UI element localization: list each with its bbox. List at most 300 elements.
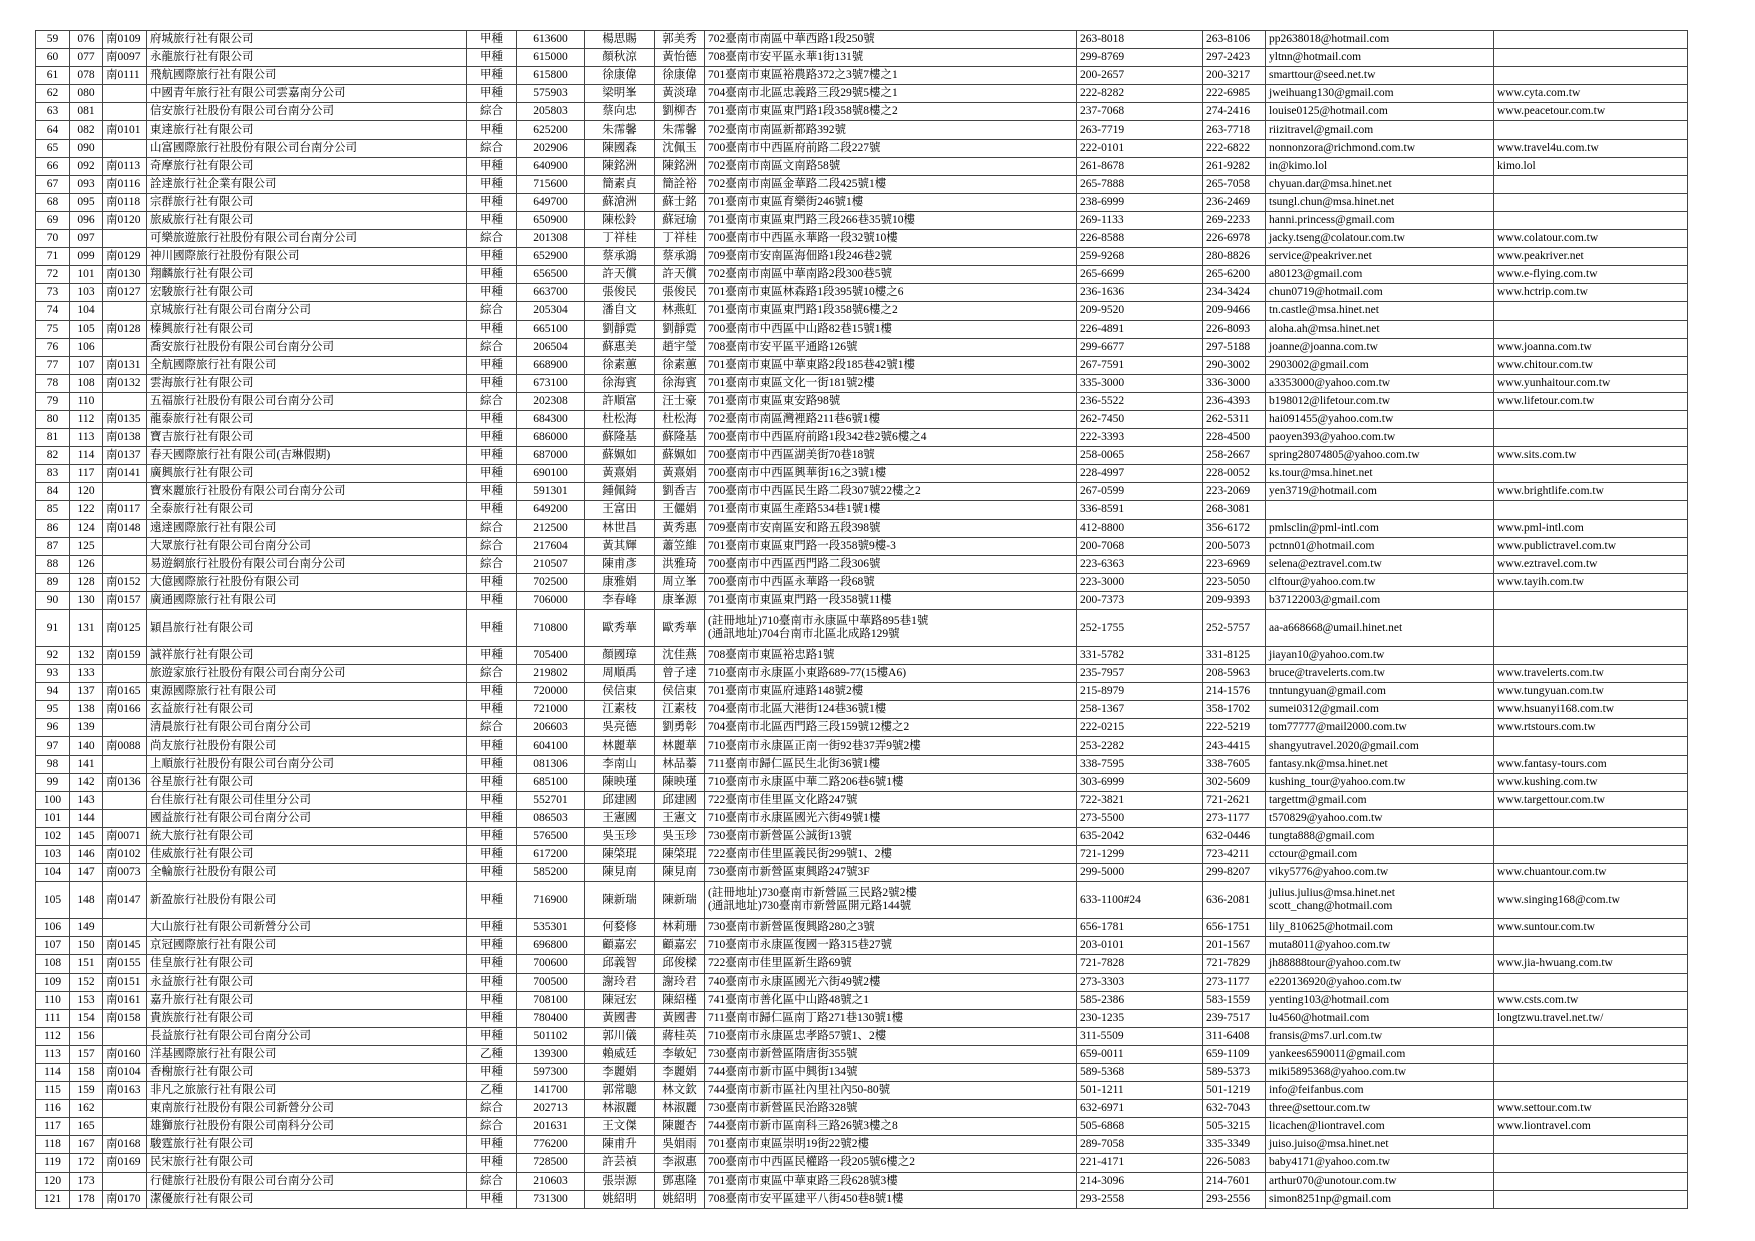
cell-manager: 蕭笠維 [655,537,705,555]
cell-registration-number: 728500 [517,1154,585,1172]
cell-manager: 吳玉珍 [655,827,705,845]
cell-website: www.kushing.com.tw [1494,773,1688,791]
cell-manager: 黃熹娟 [655,465,705,483]
cell-category: 乙種 [467,1082,517,1100]
cell-row-number: 117 [36,1118,70,1136]
cell-representative: 徐海賓 [585,374,655,392]
table-row [36,1190,1688,1208]
cell-serial-number: 132 [70,647,103,665]
cell-website [1494,827,1688,845]
table-row [36,31,1688,49]
cell-representative: 簡素貞 [585,175,655,193]
table-row [36,773,1688,791]
cell-email: clftour@yahoo.com.tw [1266,573,1494,591]
cell-row-number: 108 [36,955,70,973]
cell-representative: 林麗華 [585,737,655,755]
cell-fax: 273-1177 [1203,973,1266,991]
cell-website: www.liontravel.com [1494,1118,1688,1136]
cell-email: jweihuang130@gmail.com [1266,85,1494,103]
cell-row-number: 88 [36,555,70,573]
cell-registration-number: 219802 [517,665,585,683]
cell-serial-number: 076 [70,31,103,49]
cell-manager: 李麗娟 [655,1063,705,1081]
cell-manager: 王憲文 [655,809,705,827]
cell-phone: 223-3000 [1077,573,1203,591]
cell-row-number: 85 [36,501,70,519]
cell-address: 702臺南市南區文南路58號 [705,157,1077,175]
cell-website: www.hsuanyi168.com.tw [1494,701,1688,719]
cell-company-name: 遠達國際旅行社有限公司 [147,519,467,537]
cell-email: e220136920@yahoo.com.tw [1266,973,1494,991]
cell-serial-number: 173 [70,1172,103,1190]
cell-registration-number: 552701 [517,791,585,809]
cell-category: 甲種 [467,31,517,49]
cell-registration-number: 720000 [517,683,585,701]
cell-registration-number: 615000 [517,49,585,67]
cell-row-number: 99 [36,773,70,791]
cell-email: info@feifanbus.com [1266,1082,1494,1100]
cell-company-name: 佳威旅行社有限公司 [147,846,467,864]
cell-representative: 邱建國 [585,791,655,809]
cell-manager: 陳紹槿 [655,991,705,1009]
cell-address: (註冊地址)730臺南市新營區三民路2號2樓 (通訊地址)730臺南市新營區開元路144號 [705,882,1077,919]
cell-phone: 223-6363 [1077,555,1203,573]
cell-company-name: 榛興旅行社有限公司 [147,320,467,338]
cell-email: selena@eztravel.com.tw [1266,555,1494,573]
cell-company-name: 上順旅行社股份有限公司台南分公司 [147,755,467,773]
cell-row-number: 97 [36,737,70,755]
cell-category: 甲種 [467,937,517,955]
cell-email [1266,501,1494,519]
cell-license-code: 南0127 [103,284,147,302]
table-row [36,647,1688,665]
cell-company-name: 佳皇旅行社有限公司 [147,955,467,973]
cell-registration-number: 700500 [517,973,585,991]
cell-email: jacky.tseng@colatour.com.tw [1266,230,1494,248]
cell-serial-number: 125 [70,537,103,555]
table-row [36,320,1688,338]
cell-company-name: 香榭旅行社有限公司 [147,1063,467,1081]
cell-phone: 262-7450 [1077,410,1203,428]
table-row [36,591,1688,609]
cell-address: 730臺南市新營區復興路280之3號 [705,919,1077,937]
cell-email: tsungl.chun@msa.hinet.net [1266,193,1494,211]
cell-representative: 邱義智 [585,955,655,973]
cell-company-name: 駿霆旅行社有限公司 [147,1136,467,1154]
cell-manager: 陳麗杏 [655,1118,705,1136]
cell-email: yenting103@hotmail.com [1266,991,1494,1009]
cell-representative: 黃其輝 [585,537,655,555]
cell-email: ks.tour@msa.hinet.net [1266,465,1494,483]
cell-representative: 歐秀華 [585,610,655,647]
cell-website [1494,193,1688,211]
cell-fax: 262-5311 [1203,410,1266,428]
table-row [36,121,1688,139]
cell-address: 700臺南市中西區湖美街70巷18號 [705,447,1077,465]
cell-phone: 635-2042 [1077,827,1203,845]
cell-fax: 222-6822 [1203,139,1266,157]
cell-email: shangyutravel.2020@gmail.com [1266,737,1494,755]
cell-representative: 林淑麗 [585,1100,655,1118]
cell-phone: 200-2657 [1077,67,1203,85]
cell-registration-number: 576500 [517,827,585,845]
cell-row-number: 91 [36,610,70,647]
table-row [36,302,1688,320]
cell-manager: 黃怡德 [655,49,705,67]
table-row [36,1063,1688,1081]
cell-email: tnntungyuan@gmail.com [1266,683,1494,701]
cell-registration-number: 706000 [517,591,585,609]
cell-registration-number: 673100 [517,374,585,392]
cell-license-code: 南0148 [103,519,147,537]
cell-registration-number: 652900 [517,248,585,266]
cell-registration-number: 617200 [517,846,585,864]
cell-phone: 589-5368 [1077,1063,1203,1081]
cell-registration-number: 205803 [517,103,585,121]
cell-serial-number: 082 [70,121,103,139]
cell-fax: 299-8207 [1203,864,1266,882]
cell-representative: 許順富 [585,392,655,410]
cell-email: sumei0312@gmail.com [1266,701,1494,719]
table-row [36,1027,1688,1045]
cell-manager: 李淑惠 [655,1154,705,1172]
cell-manager: 洪雅琦 [655,555,705,573]
cell-manager: 邱俊樑 [655,955,705,973]
cell-serial-number: 124 [70,519,103,537]
cell-website: www.tayih.com.tw [1494,573,1688,591]
cell-manager: 陳見南 [655,864,705,882]
cell-category: 甲種 [467,973,517,991]
cell-representative: 楊思賜 [585,31,655,49]
cell-fax: 274-2416 [1203,103,1266,121]
cell-website: www.travelerts.com.tw [1494,665,1688,683]
cell-representative: 李春峰 [585,591,655,609]
cell-fax: 209-9393 [1203,591,1266,609]
cell-email: a80123@gmail.com [1266,266,1494,284]
cell-manager: 林文欽 [655,1082,705,1100]
cell-registration-number: 684300 [517,410,585,428]
cell-manager: 邱建國 [655,791,705,809]
cell-email: kushing_tour@yahoo.com.tw [1266,773,1494,791]
cell-email: nonnonzora@richmond.com.tw [1266,139,1494,157]
cell-serial-number: 145 [70,827,103,845]
cell-website: www.chitour.com.tw [1494,356,1688,374]
cell-address: 700臺南市中西區民權路一段205號6樓之2 [705,1154,1077,1172]
cell-fax: 723-4211 [1203,846,1266,864]
cell-registration-number: 668900 [517,356,585,374]
cell-email: arthur070@unotour.com.tw [1266,1172,1494,1190]
cell-manager: 郭美秀 [655,31,705,49]
cell-representative: 潘自文 [585,302,655,320]
cell-row-number: 64 [36,121,70,139]
cell-serial-number: 153 [70,991,103,1009]
cell-serial-number: 122 [70,501,103,519]
cell-representative: 黃熹娟 [585,465,655,483]
cell-category: 綜合 [467,555,517,573]
cell-category: 甲種 [467,447,517,465]
cell-row-number: 60 [36,49,70,67]
cell-row-number: 119 [36,1154,70,1172]
cell-fax: 331-8125 [1203,647,1266,665]
cell-website [1494,501,1688,519]
cell-address: 722臺南市佳里區義民街299號1、2樓 [705,846,1077,864]
cell-serial-number: 139 [70,719,103,737]
cell-fax: 356-6172 [1203,519,1266,537]
cell-email: t570829@yahoo.com.tw [1266,809,1494,827]
cell-license-code: 南0166 [103,701,147,719]
cell-representative: 陳新瑞 [585,882,655,919]
cell-representative: 顏國璋 [585,647,655,665]
cell-license-code: 南0109 [103,31,147,49]
table-row [36,465,1688,483]
cell-website: kimo.lol [1494,157,1688,175]
cell-fax: 273-1177 [1203,809,1266,827]
table-row [36,864,1688,882]
cell-company-name: 龍泰旅行社有限公司 [147,410,467,428]
cell-representative: 蘇滄洲 [585,193,655,211]
cell-phone: 226-8588 [1077,230,1203,248]
cell-registration-number: 687000 [517,447,585,465]
cell-representative: 陳冠宏 [585,991,655,1009]
cell-representative: 陳棨琨 [585,846,655,864]
table-row [36,919,1688,937]
cell-representative: 陳松鈴 [585,211,655,229]
cell-fax: 656-1751 [1203,919,1266,937]
cell-website: www.suntour.com.tw [1494,919,1688,937]
cell-website: www.hctrip.com.tw [1494,284,1688,302]
cell-manager: 劉勇彰 [655,719,705,737]
cell-serial-number: 167 [70,1136,103,1154]
cell-address: 701臺南市東區東門路1段358號8樓之2 [705,103,1077,121]
cell-category: 綜合 [467,665,517,683]
cell-address: 710臺南市永康區國光六街49號1樓 [705,809,1077,827]
cell-website: www.settour.com.tw [1494,1100,1688,1118]
cell-license-code: 南0130 [103,266,147,284]
cell-license-code [103,85,147,103]
cell-phone: 253-2282 [1077,737,1203,755]
cell-email: yltnn@hotmail.com [1266,49,1494,67]
cell-fax: 226-6978 [1203,230,1266,248]
cell-company-name: 東源國際旅行社有限公司 [147,683,467,701]
cell-fax: 236-2469 [1203,193,1266,211]
cell-fax: 265-7058 [1203,175,1266,193]
cell-email: louise0125@hotmail.com [1266,103,1494,121]
cell-company-name: 旅遊家旅行社股份有限公司台南分公司 [147,665,467,683]
cell-category: 甲種 [467,791,517,809]
cell-email: b198012@lifetour.com.tw [1266,392,1494,410]
cell-registration-number: 202906 [517,139,585,157]
cell-email: joanne@joanna.com.tw [1266,338,1494,356]
cell-address: 701臺南市東區中華東路三段628號3樓 [705,1172,1077,1190]
cell-row-number: 86 [36,519,70,537]
cell-registration-number: 640900 [517,157,585,175]
cell-email: yen3719@hotmail.com [1266,483,1494,501]
cell-category: 甲種 [467,882,517,919]
cell-address: 708臺南市東區裕忠路1號 [705,647,1077,665]
cell-address: 701臺南市東區東門路一段358號11樓 [705,591,1077,609]
cell-serial-number: 159 [70,1082,103,1100]
cell-company-name: 洋基國際旅行社有限公司 [147,1045,467,1063]
cell-registration-number: 715600 [517,175,585,193]
cell-phone: 209-9520 [1077,302,1203,320]
cell-representative: 陳見南 [585,864,655,882]
cell-fax: 226-8093 [1203,320,1266,338]
cell-phone: 722-3821 [1077,791,1203,809]
cell-category: 甲種 [467,701,517,719]
cell-phone: 237-7068 [1077,103,1203,121]
cell-website: www.jia-hwuang.com.tw [1494,955,1688,973]
cell-serial-number: 147 [70,864,103,882]
cell-address: 744臺南市新市區社內里社內50-80號 [705,1082,1077,1100]
cell-email: cctour@gmail.com [1266,846,1494,864]
cell-email: jiayan10@yahoo.com.tw [1266,647,1494,665]
cell-company-name: 長益旅行社有限公司台南分公司 [147,1027,467,1045]
cell-license-code: 南0155 [103,955,147,973]
cell-company-name: 潔優旅行社有限公司 [147,1190,467,1208]
cell-representative: 蔡承鴻 [585,248,655,266]
cell-registration-number: 710800 [517,610,585,647]
cell-representative: 蔡向忠 [585,103,655,121]
cell-fax: 263-8106 [1203,31,1266,49]
cell-registration-number: 205304 [517,302,585,320]
cell-website [1494,809,1688,827]
cell-phone: 226-4891 [1077,320,1203,338]
cell-address: 744臺南市新市區南科三路26號3樓之8 [705,1118,1077,1136]
cell-address: 702臺南市南區中華西路1段250號 [705,31,1077,49]
cell-fax: 261-9282 [1203,157,1266,175]
cell-license-code [103,302,147,320]
cell-email: pp2638018@hotmail.com [1266,31,1494,49]
cell-category: 甲種 [467,175,517,193]
cell-manager: 康峯源 [655,591,705,609]
cell-email: baby4171@yahoo.com.tw [1266,1154,1494,1172]
cell-registration-number: 141700 [517,1082,585,1100]
cell-company-name: 東南旅行社股份有限公司新營分公司 [147,1100,467,1118]
cell-phone: 238-6999 [1077,193,1203,211]
cell-address: 700臺南市中西區興華街16之3號1樓 [705,465,1077,483]
cell-manager: 林麗華 [655,737,705,755]
cell-representative: 何婺修 [585,919,655,937]
table-row [36,719,1688,737]
cell-fax: 214-7601 [1203,1172,1266,1190]
cell-license-code [103,1172,147,1190]
cell-address: 702臺南市南區中華南路2段300巷5號 [705,266,1077,284]
cell-fax: 243-4415 [1203,737,1266,755]
cell-license-code: 南0163 [103,1082,147,1100]
cell-website [1494,647,1688,665]
table-row [36,1154,1688,1172]
cell-serial-number: 142 [70,773,103,791]
cell-manager: 陳棨琨 [655,846,705,864]
cell-manager: 曾子達 [655,665,705,683]
cell-representative: 杜松海 [585,410,655,428]
cell-registration-number: 081306 [517,755,585,773]
cell-phone: 222-8282 [1077,85,1203,103]
cell-category: 甲種 [467,809,517,827]
cell-registration-number: 702500 [517,573,585,591]
cell-manager: 徐海賓 [655,374,705,392]
cell-category: 綜合 [467,1172,517,1190]
cell-company-name: 府城旅行社有限公司 [147,31,467,49]
cell-row-number: 104 [36,864,70,882]
cell-license-code [103,338,147,356]
cell-website [1494,1082,1688,1100]
cell-email: bruce@travelerts.com.tw [1266,665,1494,683]
cell-registration-number: 613600 [517,31,585,49]
cell-row-number: 89 [36,573,70,591]
cell-email: tn.castle@msa.hinet.net [1266,302,1494,320]
cell-company-name: 全航國際旅行社有限公司 [147,356,467,374]
cell-registration-number: 217604 [517,537,585,555]
cell-row-number: 72 [36,266,70,284]
cell-phone: 221-4171 [1077,1154,1203,1172]
cell-address: 710臺南市永康區正南一街92巷37弄9號2樓 [705,737,1077,755]
cell-registration-number: 776200 [517,1136,585,1154]
cell-company-name: 清晨旅行社有限公司台南分公司 [147,719,467,737]
cell-company-name: 寶來麗旅行社股份有限公司台南分公司 [147,483,467,501]
cell-serial-number: 130 [70,591,103,609]
cell-representative: 徐康偉 [585,67,655,85]
cell-phone: 252-1755 [1077,610,1203,647]
cell-address: 708臺南市安平區建平八街450巷8號1樓 [705,1190,1077,1208]
cell-row-number: 74 [36,302,70,320]
cell-website [1494,973,1688,991]
cell-phone: 299-5000 [1077,864,1203,882]
cell-serial-number: 112 [70,410,103,428]
cell-registration-number: 139300 [517,1045,585,1063]
table-row [36,1118,1688,1136]
cell-phone: 200-7068 [1077,537,1203,555]
cell-license-code [103,665,147,683]
cell-phone: 721-1299 [1077,846,1203,864]
cell-website: www.cyta.com.tw [1494,85,1688,103]
cell-row-number: 120 [36,1172,70,1190]
cell-row-number: 67 [36,175,70,193]
cell-phone: 215-8979 [1077,683,1203,701]
cell-manager: 丁祥桂 [655,230,705,248]
cell-manager: 趙宇瑩 [655,338,705,356]
cell-website: www.tungyuan.com.tw [1494,683,1688,701]
cell-license-code [103,1027,147,1045]
cell-row-number: 69 [36,211,70,229]
cell-serial-number: 090 [70,139,103,157]
cell-category: 甲種 [467,864,517,882]
cell-fax: 293-2556 [1203,1190,1266,1208]
cell-company-name: 全泰旅行社有限公司 [147,501,467,519]
cell-serial-number: 103 [70,284,103,302]
cell-address: (註冊地址)710臺南市永康區中華路895巷1號 (通訊地址)704台南市北區北成路129號 [705,610,1077,647]
cell-fax: 335-3349 [1203,1136,1266,1154]
cell-category: 綜合 [467,719,517,737]
cell-category: 甲種 [467,1136,517,1154]
cell-registration-number: 649700 [517,193,585,211]
cell-address: 701臺南市東區東安路98號 [705,392,1077,410]
cell-serial-number: 133 [70,665,103,683]
cell-category: 甲種 [467,67,517,85]
cell-email: pmlsclin@pml-intl.com [1266,519,1494,537]
cell-category: 甲種 [467,374,517,392]
cell-email: viky5776@yahoo.com.tw [1266,864,1494,882]
cell-company-name: 京冠國際旅行社有限公司 [147,937,467,955]
cell-company-name: 山富國際旅行社股份有限公司台南分公司 [147,139,467,157]
cell-serial-number: 151 [70,955,103,973]
cell-fax: 239-7517 [1203,1009,1266,1027]
cell-license-code: 南0147 [103,882,147,919]
cell-manager: 鄧惠隆 [655,1172,705,1190]
cell-row-number: 81 [36,429,70,447]
cell-company-name: 台佳旅行社有限公司佳里分公司 [147,791,467,809]
cell-category: 甲種 [467,410,517,428]
